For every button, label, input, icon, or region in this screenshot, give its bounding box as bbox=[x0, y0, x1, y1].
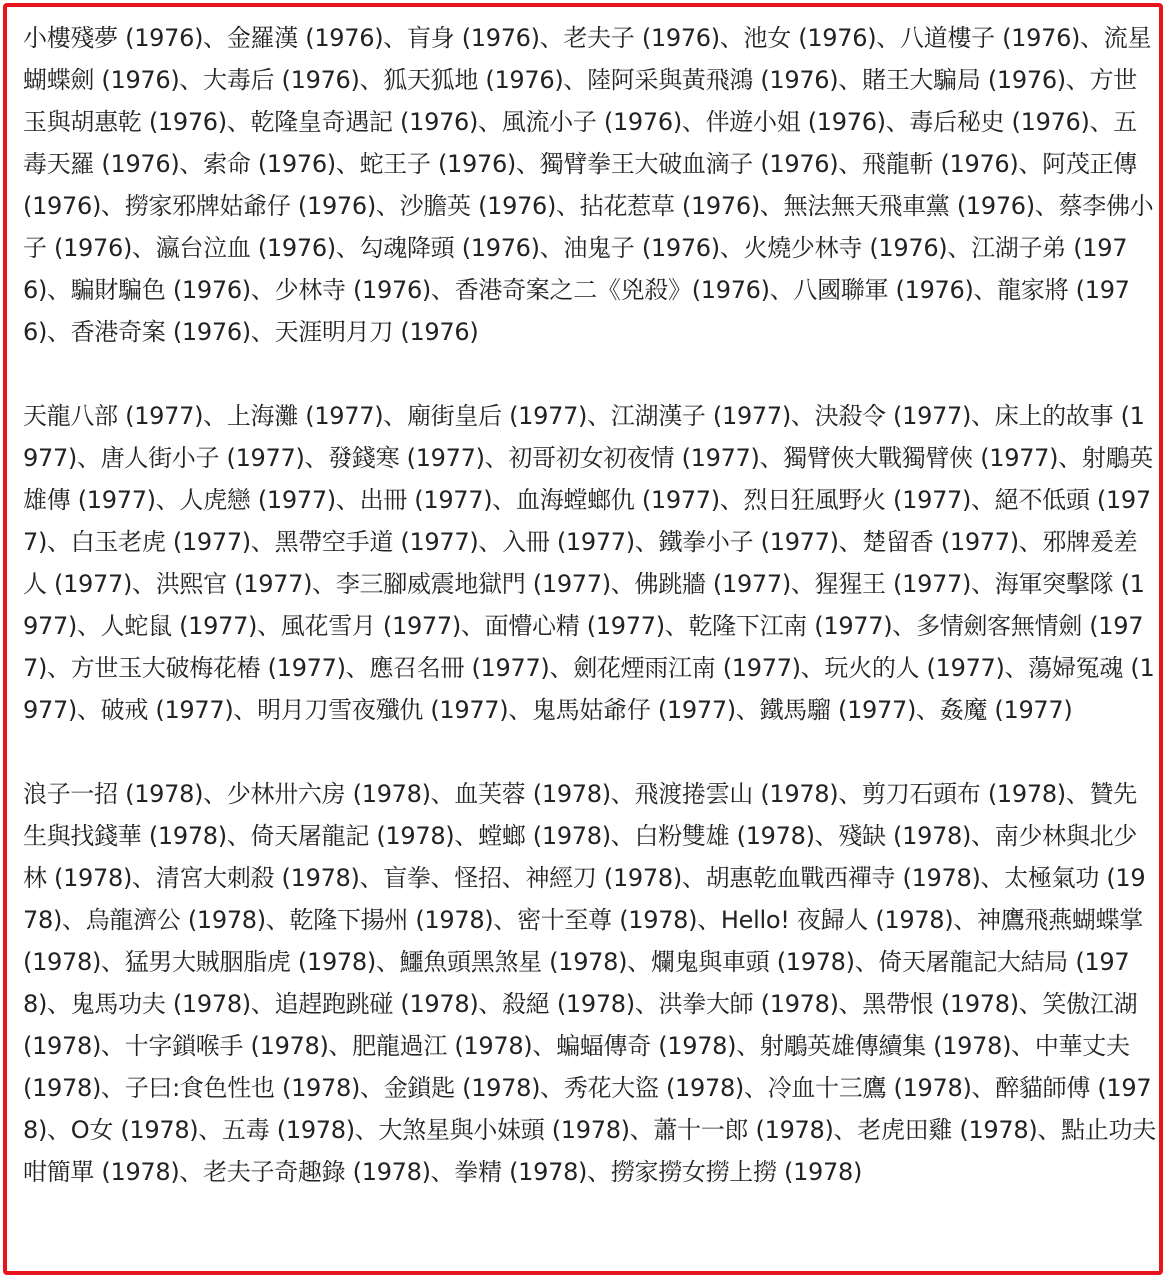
red-border-frame bbox=[3, 3, 1163, 1275]
paragraph-1978: 浪子一招 (1978)、少林卅六房 (1978)、血芙蓉 (1978)、飛渡捲雲山 (1978)、剪刀石頭布 (1978)、贊先生與找錢華 (1978)、倚天屠龍記 (1978)、螳螂 (1978)、白粉雙雄 (1978)、殘缺 (1978)、南少林與北少林 (1978)、清宮大刺殺 (1978)、盲拳、怪招、神經刀 (1978)、胡惠乾血戰西禪寺 (1978)、太極氣功 (1978)、烏龍濟公 (1978)、乾隆下揚州 (1978)、密十至尊 (1978)、Hello! 夜歸人 (1978)、神鷹飛燕蝴蝶掌 (1978)、猛男大賊胭脂虎 (1978)、鱷魚頭黑煞星 (1978)、爛鬼與車頭 (1978)、倚天屠龍記大結局 (1978)、鬼馬功夫 (1978)、追趕跑跳碰 (1978)、殺絕 (1978)、洪拳大師 (1978)、黑帶恨 (1978)、笑傲江湖 (1978)、十字鎖喉手 (1978)、肥龍過江 (1978)、蝙蝠傳奇 (1978)、射鵰英雄傳續集 (1978)、中華丈夫 (1978)、子曰:食色性也 (1978)、金鎖匙 (1978)、秀花大盜 (1978)、冷血十三鷹 (1978)、醉貓師傅 (1978)、O女 (1978)、五毒 (1978)、大煞星與小妹頭 (1978)、蕭十一郎 (1978)、老虎田雞 (1978)、點止功夫咁簡單 (1978)、老夫子奇趣錄 (1978)、拳精 (1978)、撈家撈女撈上撈 (1978) bbox=[23, 780, 1156, 1186]
filmography-text bbox=[23, 17, 1159, 1193]
paragraph-1977: 天龍八部 (1977)、上海灘 (1977)、廟街皇后 (1977)、江湖漢子 (1977)、決殺令 (1977)、床上的故事 (1977)、唐人街小子 (1977)、發錢寒 (1977)、初哥初女初夜情 (1977)、獨臂俠大戰獨臂俠 (1977)、射鵰英雄傳 (1977)、人虎戀 (1977)、出冊 (1977)、血海螳螂仇 (1977)、烈日狂風野火 (1977)、絕不低頭 (1977)、白玉老虎 (1977)、黑帶空手道 (1977)、入冊 (1977)、鐵拳小子 (1977)、楚留香 (1977)、邪牌爰差人 (1977)、洪熙官 (1977)、李三腳威震地獄門 (1977)、佛跳牆 (1977)、猩猩王 (1977)、海軍突擊隊 (1977)、人蛇鼠 (1977)、風花雪月 (1977)、面懵心精 (1977)、乾隆下江南 (1977)、多情劍客無情劍 (1977)、方世玉大破梅花樁 (1977)、應召名冊 (1977)、劍花煙雨江南 (1977)、玩火的人 (1977)、蕩婦冤魂 (1977)、破戒 (1977)、明月刀雪夜殲仇 (1977)、鬼馬姑爺仔 (1977)、鐵馬騮 (1977)、姦魔 (1977) bbox=[23, 402, 1155, 724]
paragraph-1976: 小樓殘夢 (1976)、金羅漢 (1976)、肓身 (1976)、老夫子 (1976)、池女 (1976)、八道樓子 (1976)、流星蝴蝶劍 (1976)、大毒后 (1976)、狐天狐地 (1976)、陸阿采與黃飛鴻 (1976)、賭王大騙局 (1976)、方世玉與胡惠乾 (1976)、乾隆皇奇遇記 (1976)、風流小子 (1976)、伴遊小姐 (1976)、毒后秘史 (1976)、五毒天羅 (1976)、索命 (1976)、蛇王子 (1976)、獨臂拳王大破血滴子 (1976)、飛龍斬 (1976)、阿茂正傳 (1976)、撈家邪牌姑爺仔 (1976)、沙膽英 (1976)、拈花惹草 (1976)、無法無天飛車黨 (1976)、蔡李佛小子 (1976)、瀛台泣血 (1976)、勾魂降頭 (1976)、油鬼子 (1976)、火燒少林寺 (1976)、江湖子弟 (1976)、騙財騙色 (1976)、少林寺 (1976)、香港奇案之二《兇殺》(1976)、八國聯軍 (1976)、龍家將 (1976)、香港奇案 (1976)、天涯明月刀 (1976) bbox=[23, 24, 1154, 346]
